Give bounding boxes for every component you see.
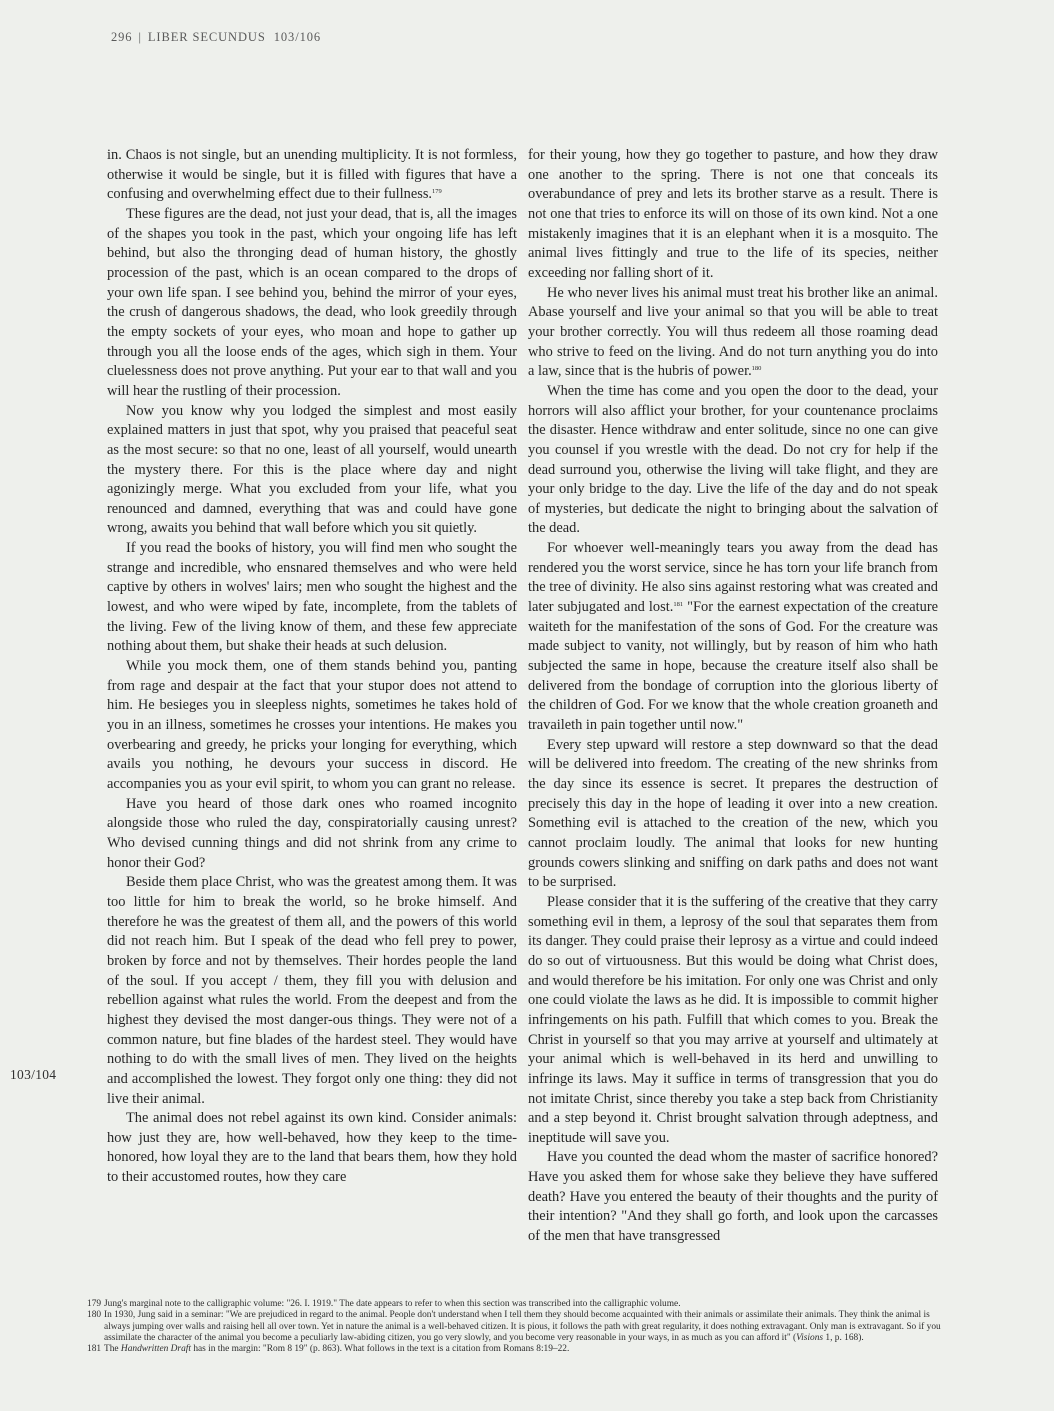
right-text-column (528, 146, 938, 1247)
footnote-text-continued: 1, p. 168). (823, 1332, 864, 1343)
footnotes-section (87, 1299, 947, 1355)
margin-folio-reference: 103/104 (10, 1067, 57, 1082)
paragraph-text: When the time has come and you open the door to the dead, your horrors will also afflict your brother, for your countenance proclaims the disaster. Hence withdraw and enter solitude, since no one can give you counsel if you wrestle with the dead. Do not cry for help if the dead surround you, otherwise the living will take flight, and they are your only bridge to the day. Live the life of the day and do not speak of mysteries, but dedicate the night to bringing about the salvation of the dead. (528, 382, 938, 537)
body-paragraph (107, 205, 517, 402)
paragraph-text: The animal does not rebel against its own kind. Consider animals: how just they are, how well-behaved, how they keep to the time-honored, how loyal they are to the land that bears them, how they hold to their accustomed routes, how they care (107, 1110, 517, 1186)
folio-range: 103/106 (273, 30, 322, 44)
footnote-italic-title: Handwritten Draft (120, 1344, 191, 1355)
body-paragraph (528, 146, 938, 284)
body-paragraph (528, 1148, 938, 1246)
body-paragraph (107, 539, 517, 657)
paragraph-text: If you read the books of history, you will find men who sought the strange and incredible, who ensnared themselves and who were held captive by others in wolves' lairs; men who sought the highest and the lowest, and who were wiped by fate, incomplete, from the tablets of the living. Few of the living know of them, and these few appreciate nothing about them, but shake their heads at such delusion. (107, 540, 517, 655)
paragraph-text-continued: "For the earnest expectation of the creature waiteth for the manifestation of the sons of God. For the creature was made subject to vanity, not willingly, but by reason of him who hath subjected the same in hope, because the creature itself also shall be delivered from the bondage of corruption into the glorious liberty of the children of God. For we know that the whole creation groaneth and travaileth in pain together until now." (528, 599, 938, 734)
footnote-italic-title: Visions (796, 1332, 824, 1343)
body-paragraph (107, 795, 517, 874)
paragraph-text: Have you counted the dead whom the master of sacrifice honored? Have you asked them for whose sake they believe they have suffered death? Have you entered the beauty of their thoughts and the purity of their intention? "And they shall go forth, and look upon the carcasses of the men that have transgressed (528, 1149, 938, 1245)
footnote-number: 180 (87, 1310, 102, 1321)
body-paragraph (107, 1109, 517, 1188)
left-text-column (107, 146, 517, 1188)
body-paragraph (528, 382, 938, 539)
footnote-180 (87, 1310, 947, 1344)
running-title: LIBER SECUNDUS (147, 30, 266, 44)
page-number: 296 (111, 30, 133, 44)
footnote-marker[interactable]: 179 (432, 188, 442, 196)
body-paragraph (107, 873, 517, 1109)
body-paragraph (528, 736, 938, 893)
paragraph-text: Please consider that it is the suffering of the creative that they carry something evil in them, a leprosy of the soul that separates them from its danger. They could praise their leprosy as a virtue and could indeed do so out of virtuousness. But this would be doing what Christ does, and would therefore be his imitation. For only one was Christ and only one could violate the laws as he did. It is impossible to commit higher infringements on his path. Fulfill that which comes to you. Break the Christ in yourself so that you may arrive at yourself and ultimately at your animal which is well-behaved in its herd and unwilling to infringe its laws. May it suffice in terms of transgression that you do not imitate Christ, since thereby you take a step back from Christianity and a step beyond it. Christ brought salvation through adeptness, and ineptitude will save you. (528, 893, 938, 1146)
paragraph-text: Have you heard of those dark ones who roamed incognito alongside those who ruled the day, conspiratorially causing unrest? Who devised cunning things and did not shrink from any crime to honor their God? (107, 795, 517, 871)
running-header (111, 30, 321, 45)
footnote-text-continued: has in the margin: "Rom 8 19" (p. 863). What follows in the text is a citation from Romans 8:19–22. (190, 1344, 570, 1355)
body-paragraph (528, 893, 938, 1149)
header-separator: | (138, 30, 142, 44)
paragraph-text: in. Chaos is not single, but an unending multiplicity. It is not formless, otherwise it would be single, but it is filled with figures that have a confusing and overwhelming effect due to their fullness. (107, 147, 517, 203)
footnote-marker[interactable]: 181 (673, 601, 684, 609)
footnote-marker[interactable]: 180 (751, 365, 762, 373)
footnote-179 (87, 1299, 947, 1310)
footnote-number: 181 (87, 1344, 102, 1355)
paragraph-text: While you mock them, one of them stands behind you, panting from rage and despair at the fact that your stupor does not attend to him. He besieges you in sleepless nights, sometimes he takes hold of you in an illness, sometimes he crosses your intentions. He makes you overbearing and greedy, he pricks your longing for everything, which avails you nothing, he devours your success in discord. He accompanies you as your evil spirit, to whom you can grant no release. (107, 658, 517, 792)
paragraph-text: These figures are the dead, not just your dead, that is, all the images of the shapes you took in the past, which your ongoing life has left behind, but also the thronging dead of human history, the ghostly procession of the past, which is an ocean compared to the drops of your own life span. I see behind you, behind the mirror of your eyes, the crush of dangerous shadows, the dead, who look greedily through the empty sockets of your eyes, who moan and hope to gather up through you all the loose ends of the ages, which sigh in them. Your cluelessness does not prove anything. Put your ear to that wall and you will hear the rustling of their procession. (107, 205, 517, 399)
body-paragraph (528, 539, 938, 736)
paragraph-text: He who never lives his animal must treat his brother like an animal. Abase yourself and live your animal so that you will be able to treat your brother correctly. You will thus redeem all those roaming dead who strive to feed on the living. And do not turn anything you do into a law, since that is the hubris of power. (528, 284, 938, 380)
paragraph-text: Every step upward will restore a step downward so that the dead will be delivered into freedom. The creating of the new shrinks from the day since its essence is secret. It prepares the destruction of precisely this day in the hope of leading it over into a new creation. Something evil is attached to the creation of the new, which you cannot proclaim loudly. The animal that looks for new hunting grounds cowers slinking and sniffing on dark paths and does not want to be surprised. (528, 736, 938, 891)
paragraph-text: Beside them place Christ, who was the greatest among them. It was too little for him to break the world, so he broke himself. And therefore he was the greatest of them all, and the powers of this world did not reach him. But I speak of the dead who fell prey to power, broken by force and not by themselves. Their hordes people the land of the soul. If you accept / them, they fill you with delusion and rebellion against what rules the world. From the deepest and from the highest they devised the most danger-ous things. They were not of a common nature, but fine blades of the hardest steel. They would have nothing to do with the small lives of men. They lived on the heights and accomplished the lowest. They forgot only one thing: they did not live their animal. (107, 874, 517, 1107)
body-paragraph (107, 657, 517, 795)
footnote-text: In 1930, Jung said in a seminar: "We are prejudiced in regard to the animal. People don't understand when I tell them they should become acquainted with their animals or assimilate their animals. They think the animal is always jumping over walls and raising hell all over town. Yet in nature the animal is a well-behaved citizen. It is pious, it follows the path with great regularity, it does nothing extravagant. Only man is extravagant. So if you assimilate the character of the animal you become a peculiarly law-abiding citizen, you go very slowly, and you become very reasonable in your ways, in as much as you can afford it" ( (104, 1310, 941, 1343)
paragraph-text: For whoever well-meaningly tears you away from the dead has rendered you the worst service, since he has torn your life branch from the tree of divinity. He also sins against restoring what was created and later subjugated and lost. (528, 540, 938, 616)
footnote-text: Jung's marginal note to the calligraphic volume: "26. I. 1919." The date appears to refer to when this section was transcribed into the calligraphic volume. (104, 1299, 681, 1309)
body-paragraph (528, 284, 938, 382)
footnote-number: 179 (87, 1299, 102, 1309)
body-paragraph (107, 146, 517, 205)
footnote-181 (87, 1344, 947, 1355)
paragraph-text: Now you know why you lodged the simplest and most easily explained matters in just that spot, why you praised that peaceful seat as the most secure: so that no one, least of all yourself, would unearth the mystery there. For this is the place where day and night agonizingly merge. What you excluded from your life, what you renounced and damned, everything that was and could have gone wrong, awaits you behind that wall before which you sit quietly. (107, 402, 517, 537)
footnote-text: The (104, 1344, 121, 1355)
paragraph-text: for their young, how they go together to pasture, and how they draw one another to the spring. There is not one that conceals its overabundance of prey and lets its brother starve as a result. There is not one that tries to enforce its will on those of its own kind. Not a one mistakenly imagines that it is an elephant when it is a mosquito. The animal lives fittingly and true to the life of its species, neither exceeding nor falling short of it. (528, 147, 938, 281)
body-paragraph (107, 402, 517, 540)
